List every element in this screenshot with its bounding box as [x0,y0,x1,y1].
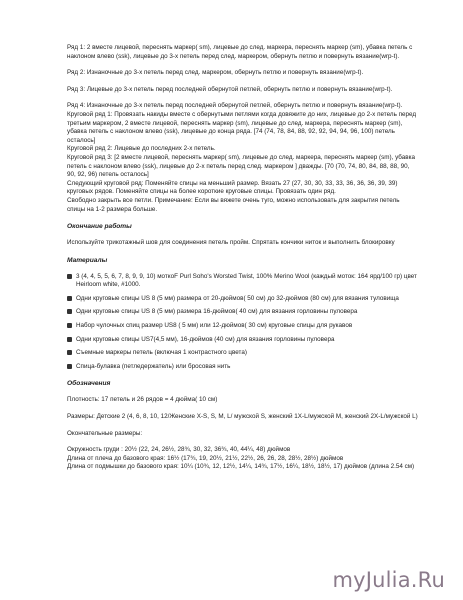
materials-item: Набор чулочных спиц размер US8 ( 5 мм) или 12-дюймов( 30 см) круговые спицы для рукавов [67,322,419,331]
finishing-heading: Окончание работы [67,223,132,231]
sizes-text: Размеры: Детские 2 (4, 6, 8, 10, 12/Женские X-S, S, M, L/ мужской S, женский 1X-L/мужской M, женский 2X-L/мужской L) [67,413,418,421]
row-1-text: Ряд 1: 2 вместе лицевой, переснять маркер( sm), лицевые до след. маркера, переснять маркер (sm), убавка петель с наклоном влево (ssk), лицевые до 3-х петель перед след. маркером, обернуть петлю и повернуть вязание(wrp-t). [67,44,413,60]
materials-heading: Материалы [67,256,108,264]
round-2-text: Круговой ряд 2: Лицевые до последних 2-х петель. [67,145,216,153]
row-3-text: Ряд 3: Лицевые до 3-х петель перед последней обернутой петлей, обернуть петлю и повернуть вязание(wrp-t). [67,85,393,93]
finishing-text: Используйте трикотажный шов для соединения петель пройм. Спрятать кончики ниток и выполнить блокировку [67,239,395,247]
bullet-icon [67,337,72,342]
materials-item: Съемные маркеры петель (включая 1 контрастного цвета) [67,349,419,358]
document-page [67,44,419,472]
watermark-logo: myJulia.Ru [332,568,445,592]
row-2-text: Ряд 2: Изнаночные до 3-х петель перед след. маркером, обернуть петлю и повернуть вязание(wrp-t). [67,69,364,77]
bullet-icon [67,350,72,355]
bullet-icon [67,364,72,369]
bullet-icon [67,309,72,314]
length-text: Длина от плеча до базового края: 16½ (17¾, 19, 20½, 21½, 22½, 26, 26, 28, 28½, 28½) дюймов [67,454,344,462]
materials-item: Одни круговые спицы US7(4,5 мм), 16-дюймов (40 см) для вязания горловины пуловера [67,336,419,345]
underarm-length-text: Длина от подмышки до базового края: 10¼ (10¾, 12, 12½, 14¼, 14¾, 17½, 16¼, 18½, 18½, 17) дюймов (длина 2.54 см) [67,463,415,471]
row-4-text: Ряд 4: Изнаночные до 3-х петель перед последней обернутой петлей, обернуть петлю и повернуть вязание(wrp-t). [67,102,403,110]
chest-text: Окружность груди : 20½ (22, 24, 26½, 28¾, 30, 32, 36¾, 40, 44¼, 48) дюймов [67,446,291,454]
bind-off-text: Свободно закрыть все петли. Примечание: Если вы вяжете очень туго, можно использовать для закрытия петель спицы на 1-2 размера больше. [67,196,400,213]
next-round-text: Следующий круговой ряд: Поменяйте спицы на меньший размер. Вязать 27 (27, 30, 30, 33, 33, 36, 36, 36, 39, 39) круговых рядов. Поменяйте спицы на более короткие круговые спицы. Провязать один ряд. [67,179,398,196]
materials-item: Спица-булавка (петледержатель) или бросовая нить [67,363,419,372]
materials-item: Одни круговые спицы US 8 (5 мм) размера от 20-дюймов( 50 см) до 32-дюймов (80 см) для вязания туловища [67,295,419,304]
materials-item: Одни круговые спицы US 8 (5 мм) размера 16-дюймов( 40 см) для вязания горловины пуловера [67,308,419,317]
round-1-text: Круговой ряд 1: Провязать накиды вместе с обернутыми петлями когда довяжите до них, лицевые до 2-х петель перед третьим маркером, 2 вместе лицевой, переснять маркер (sm), лицевые до след. маркера, переснять маркер (sm), убавка петель с наклоном влево (ssk), лицевые до конца ряда. [74 (74, 78, 84, 88, 92, 92, 94, 94, 96, 100) петель осталось] [67,110,417,144]
gauge-text: Плотность: 17 петель и 26 рядов = 4 дюйма( 10 см) [67,396,218,404]
bullet-icon [67,296,72,301]
round-3-text: Круговой ряд 3: [2 вместе лицевой, переснять маркер( sm), лицевые до след. маркера, переснять маркер (sm), убавка петель с наклоном влево (ssk), лицевые до 2-х петель перед след. маркером ] дважды. [70 (70, 74, 80, 84, 88, 88, 90, 90, 92, 96) петель осталось] [67,153,416,179]
materials-item: 3 (4, 4, 5, 5, 6, 7, 8, 9, 9, 10) моткоF Purl Soho's Worsted Twist, 100% Merino Wool (каждый моток: 164 ярд/100 гр) цвет Heirloom white, #1000. [67,273,419,290]
bullet-icon [67,323,72,328]
notation-heading: Обозначения [67,380,111,388]
bullet-icon [67,274,72,279]
rows-section [67,44,419,214]
final-sizes-label: Окончательные размеры: [67,429,143,437]
materials-list [67,273,419,372]
